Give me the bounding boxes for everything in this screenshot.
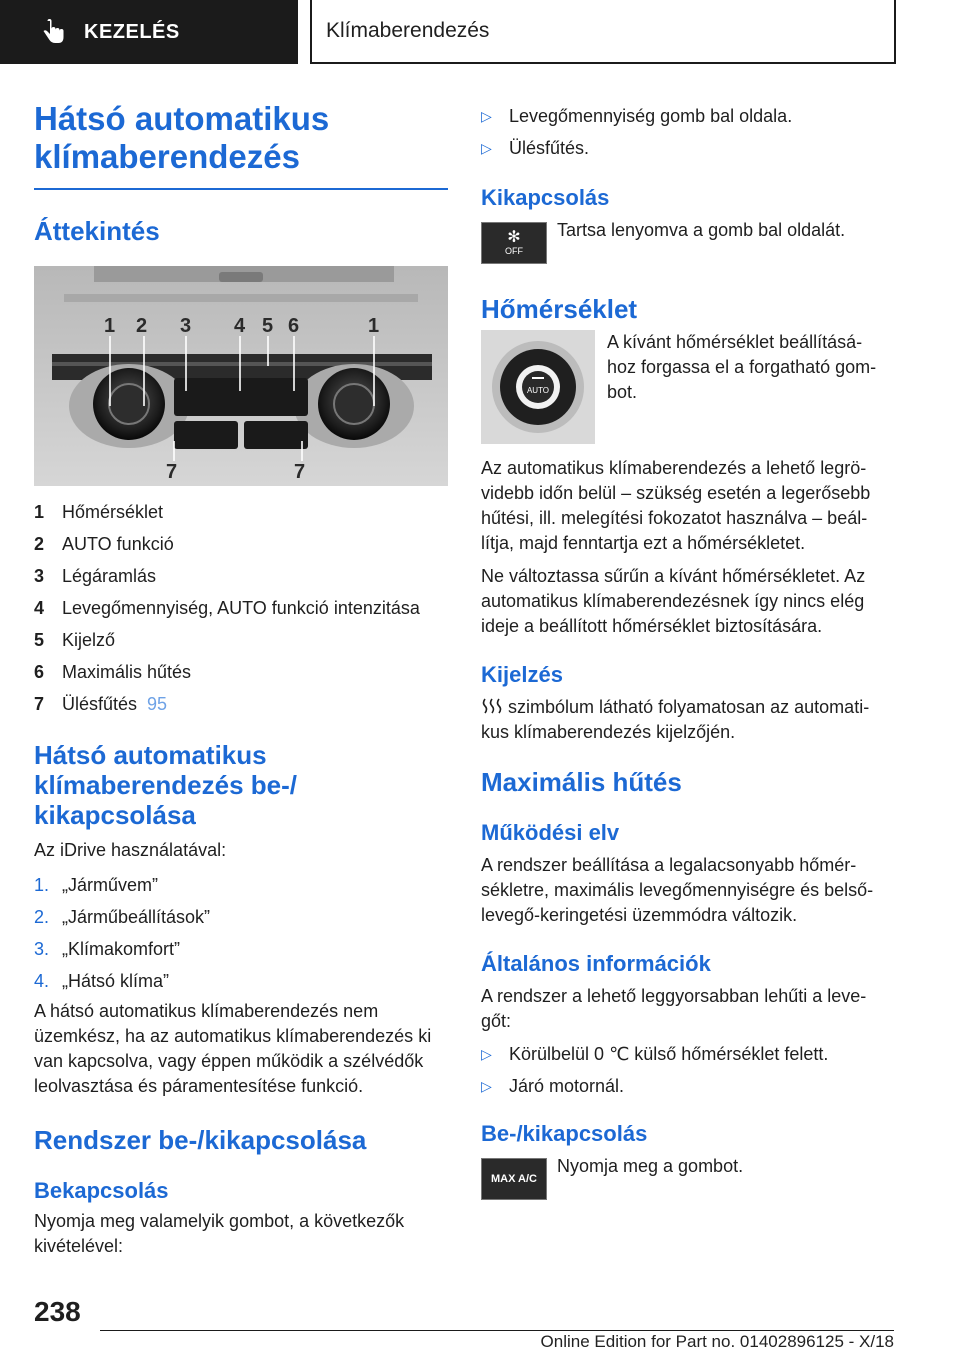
bullet-item: ▷ Járó motornál. xyxy=(481,1070,893,1102)
triangle-bullet-icon: ▷ xyxy=(481,140,492,156)
temperature-instruction: A kívánt hőmérséklet beállításá-hoz forgassa el a forgatható gom-bot. xyxy=(607,332,877,402)
switch-off-block xyxy=(481,222,893,264)
section-tab-label: KEZELÉS xyxy=(84,20,180,43)
photo-callout: 4 xyxy=(234,315,246,337)
photo-callout: 6 xyxy=(288,315,300,337)
switch-off-text: Tartsa lenyomva a gomb bal oldalát. xyxy=(557,220,846,240)
page-reference-link[interactable]: 95 xyxy=(147,694,168,714)
fan-off-button-icon: ✻ OFF xyxy=(481,222,547,264)
switch-on-text: Nyomja meg valamelyik gombot, a következők kivételével: xyxy=(34,1211,405,1256)
climate-panel-illustration xyxy=(34,266,448,486)
idrive-steps xyxy=(34,869,448,997)
chapter-title: Klímaberendezés xyxy=(310,0,896,64)
heat-symbol-icon xyxy=(481,697,503,715)
temperature-knob-icon xyxy=(481,330,595,444)
step-item: 1. „Járművem” xyxy=(34,875,159,895)
triangle-bullet-icon: ▷ xyxy=(481,1078,492,1094)
photo-callout: 1 xyxy=(368,315,380,337)
switch-on-heading: Bekapcsolás xyxy=(34,1178,169,1203)
not-ready-note: A hátsó automatikus klímaberendezés nem üzemkész, ha az automatikus klímaberendezés ki van kapcsolva, vagy éppen működik a szélvédők leolvasztása és páramentesítése funkció. xyxy=(34,1001,432,1096)
temperature-heading: Hőmérséklet xyxy=(481,294,638,324)
temperature-para-2: Ne változtassa sűrűn a kívánt hőmérsékletet. Az automatikus klímaberendezésnek így nincs elég ideje a beállított hőmérséklet biztosítására. xyxy=(481,566,866,636)
photo-callout: 5 xyxy=(262,315,274,337)
legend-item: 3 Légáramlás xyxy=(34,566,157,586)
system-heading: Rendszer be-/kikapcsolása xyxy=(34,1125,367,1155)
display-heading: Kijelzés xyxy=(481,662,563,687)
max-cooling-heading: Maximális hűtés xyxy=(481,767,682,797)
legend-item: 2 AUTO funkció xyxy=(34,534,174,554)
general-info-heading: Általános információk xyxy=(481,951,711,976)
bullet-item: ▷ Ülésfűtés. xyxy=(481,132,893,164)
max-ac-button-icon: MAX A/C xyxy=(481,1158,547,1200)
photo-callout: 7 xyxy=(166,461,178,483)
temperature-block xyxy=(481,330,893,444)
max-onoff-heading: Be-/kikapcsolás xyxy=(481,1121,648,1146)
step-item: 3. „Klímakomfort” xyxy=(34,939,181,959)
general-info-text: A rendszer a lehető leggyorsabban lehűti a leve-gőt: xyxy=(481,986,867,1031)
bullet-item: ▷ Körülbelül 0 ℃ külső hőmérséklet felett. xyxy=(481,1038,893,1070)
photo-callout: 7 xyxy=(294,461,306,483)
temperature-para-1: Az automatikus klímaberendezés a lehető legrö-videbb időn belül – szükség esetén a legerősebb hűtési, ill. melegítési fokozatot használva – beál-lítja, majd fenntartja ezt a hőmérsékletet. xyxy=(481,458,871,553)
conditions-list xyxy=(481,1038,893,1102)
max-onoff-block xyxy=(481,1158,893,1200)
left-column xyxy=(34,100,448,1259)
photo-callout: 3 xyxy=(180,315,192,337)
step-item: 2. „Járműbeállítások” xyxy=(34,907,211,927)
legend-item: 4 Levegőmennyiség, AUTO funkció intenzitása xyxy=(34,598,420,618)
step-item: 4. „Hátsó klíma” xyxy=(34,971,170,991)
hand-pointer-icon xyxy=(40,18,68,46)
switch-on-off-heading: Hátsó automatikus klímaberendezés be-/ kikapcsolása xyxy=(34,740,297,830)
idrive-intro: Az iDrive használatával: xyxy=(34,840,227,860)
legend-item: 7 Ülésfűtés 95 xyxy=(34,688,448,720)
principle-text: A rendszer beállítása a legalacsonyabb hőmér-sékletre, maximális levegőmennyiségre és belső-levegő-keringetési üzemmódra változik. xyxy=(481,855,874,925)
svg-text:AUTO: AUTO xyxy=(526,386,550,395)
triangle-bullet-icon: ▷ xyxy=(481,108,492,124)
page-number: 238 xyxy=(34,1296,81,1327)
max-onoff-text: Nyomja meg a gombot. xyxy=(557,1156,744,1176)
legend-item: 1 Hőmérséklet xyxy=(34,502,164,522)
bullet-item: ▷ Levegőmennyiség gomb bal oldala. xyxy=(481,100,893,132)
right-column xyxy=(481,100,893,1200)
switch-off-heading: Kikapcsolás xyxy=(481,185,610,210)
footer-rule xyxy=(100,1330,894,1331)
page-title: Hátsó automatikus klímaberendezés xyxy=(34,100,448,190)
legend-list xyxy=(34,496,448,720)
edition-note: Online Edition for Part no. 01402896125 - X/18 xyxy=(540,1332,894,1351)
display-text: szimbólum látható folyamatosan az automati-kus klímaberendezés kijelzőjén. xyxy=(481,697,870,742)
rear-climate-panel-photo xyxy=(34,266,448,486)
exceptions-list xyxy=(481,100,893,164)
header-tab xyxy=(0,0,298,64)
legend-item: 6 Maximális hűtés xyxy=(34,662,192,682)
legend-item: 5 Kijelző xyxy=(34,630,116,650)
triangle-bullet-icon: ▷ xyxy=(481,1046,492,1062)
photo-callout: 1 xyxy=(104,315,116,337)
photo-callout: 2 xyxy=(136,315,148,337)
overview-heading: Áttekintés xyxy=(34,216,160,246)
principle-heading: Működési elv xyxy=(481,820,620,845)
